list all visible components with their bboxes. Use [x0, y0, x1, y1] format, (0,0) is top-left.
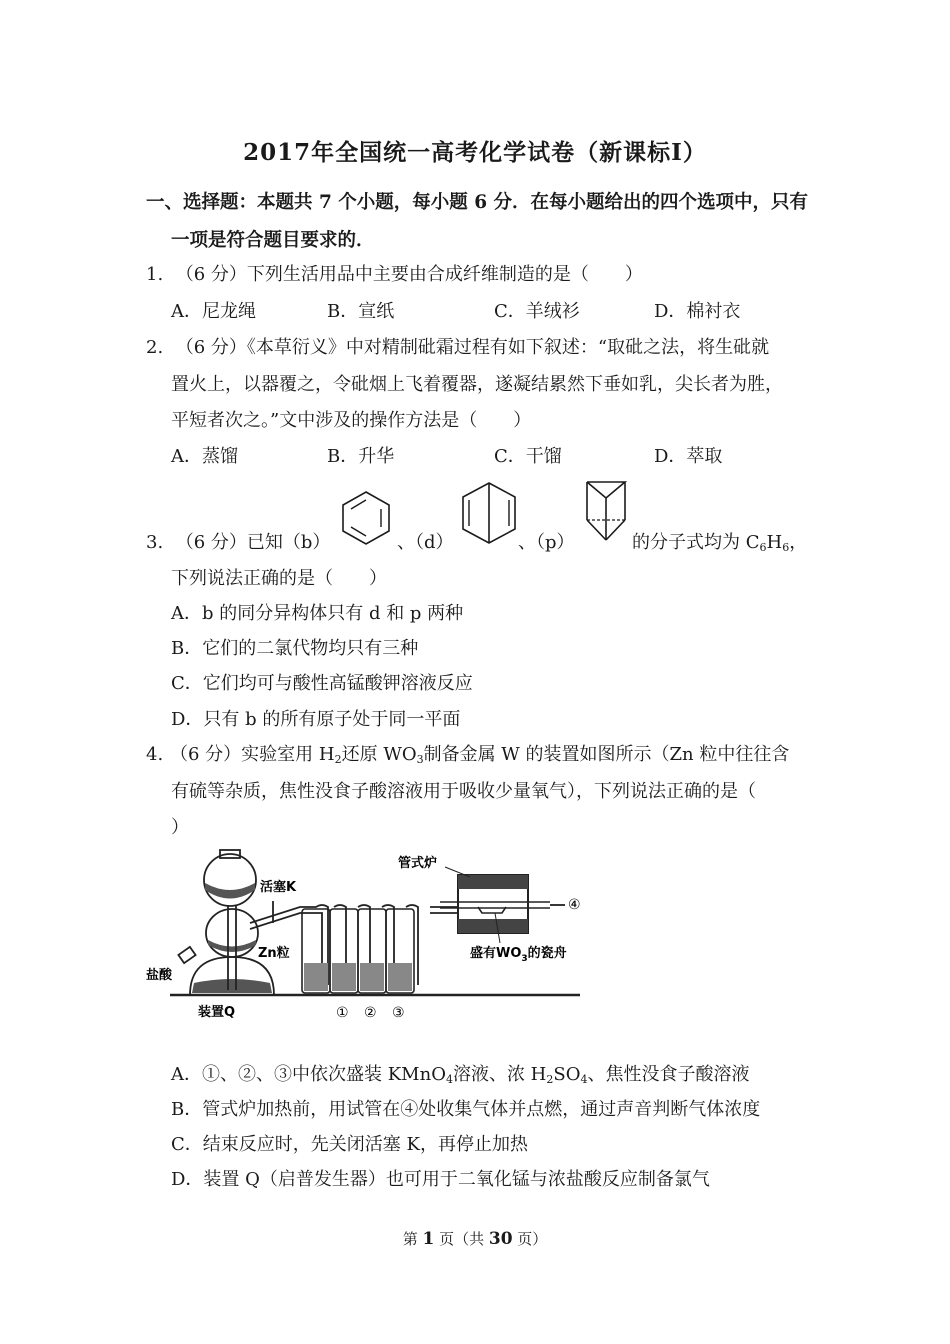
q1-option-c: C．羊绒衫	[494, 301, 580, 322]
label-hydrochloric-acid: 盐酸	[146, 968, 173, 983]
q3-option-b: B．它们的二氯代物均只有三种	[171, 638, 419, 659]
benzene-structure-b	[338, 487, 394, 549]
formula-sub: 6	[759, 541, 767, 554]
subscript: 4	[580, 1073, 588, 1086]
q3-option-a: A．b 的同分异构体只有 d 和 p 两种	[171, 603, 464, 624]
q2-text-line3: 平短者次之。”文中涉及的操作方法是（ ）	[171, 410, 532, 431]
boat-text: 的瓷舟	[527, 946, 567, 961]
q1-option-b: B．宣纸	[327, 301, 395, 322]
formula-text: 的分子式均为 C	[632, 532, 760, 553]
section-heading-line1: 一、选择题：本题共 7 个小题，每小题 6 分．在每小题给出的四个选项中，只有	[146, 192, 809, 213]
question-text: （6 分）下列生活用品中主要由合成纤维制造的是（ ）	[175, 264, 643, 285]
wash-bottles	[302, 909, 414, 993]
page-number: 1	[422, 1229, 435, 1249]
q3-separator-p: 、（p）	[518, 532, 575, 553]
subscript: 2	[334, 753, 342, 766]
question-number: 1.	[146, 264, 164, 285]
tube-furnace	[440, 867, 565, 943]
option-text: 溶液、浓 H	[452, 1064, 547, 1085]
formula-sub: 6	[782, 541, 790, 554]
section-heading-line2: 一项是符合题目要求的．	[171, 230, 375, 251]
q4-option-b: B．管式炉加热前，用试管在④处收集气体并点燃，通过声音判断气体浓度	[171, 1099, 761, 1120]
label-bottle-3: ③	[392, 1005, 405, 1021]
formula-h: H	[766, 532, 783, 553]
q2-text-line2: 置火上，以器覆之，令砒烟上飞着覆器，遂凝结累然下垂如乳，尖长者为胜，	[171, 374, 783, 395]
q1-option-d: D．棉衬衣	[654, 301, 741, 322]
option-text: A．①、②、③中依次盛装 KMnO	[171, 1064, 446, 1085]
question-number: 4.	[146, 744, 164, 765]
q4-text-line3: ）	[171, 817, 189, 838]
question-2	[146, 333, 769, 359]
apparatus-diagram	[140, 845, 600, 1025]
option-text: SO	[553, 1064, 581, 1085]
label-wo3-boat	[470, 945, 567, 964]
question-text: （6 分）实验室用 H	[170, 744, 335, 765]
label-outlet-4: ④	[568, 897, 581, 913]
q3-option-c: C．它们均可与酸性高锰酸钾溶液反应	[171, 673, 473, 694]
q3-text-line2: 下列说法正确的是（ ）	[171, 568, 387, 589]
q2-option-b: B．升华	[327, 446, 395, 467]
q2-option-c: C．干馏	[494, 446, 562, 467]
boat-sub: 3	[521, 954, 528, 964]
label-device-q: 装置Q	[198, 1005, 236, 1020]
q4-option-a	[171, 1060, 749, 1086]
q4-text-line2: 有硫等杂质，焦性没食子酸溶液用于吸收少量氧气），下列说法正确的是（	[171, 781, 756, 802]
subscript: 4	[445, 1073, 453, 1086]
formula-comma: ，	[789, 532, 808, 553]
boat-text: 盛有WO	[470, 946, 522, 961]
q3-formula	[632, 528, 807, 554]
prismane-structure-p	[582, 476, 630, 546]
question-3	[146, 528, 330, 554]
page-total: 30	[488, 1229, 513, 1249]
footer-text: 第	[402, 1230, 423, 1248]
question-1	[146, 260, 643, 286]
question-number: 3.	[146, 532, 164, 553]
question-text: 还原 WO	[341, 744, 417, 765]
label-zn-granules: Zn粒	[258, 946, 290, 961]
label-bottle-2: ②	[364, 1005, 377, 1021]
q3-separator-d: 、（d）	[397, 532, 454, 553]
question-number: 2.	[146, 337, 164, 358]
footer-text: 页（共	[434, 1230, 489, 1248]
question-text-lead: （6 分）已知（b）	[175, 532, 331, 553]
question-text: 制备金属 W 的装置如图所示（Zn 粒中往往含	[423, 744, 790, 765]
question-4	[146, 740, 789, 766]
q3-option-d: D．只有 b 的所有原子处于同一平面	[171, 709, 461, 730]
footer-text: 页）	[512, 1230, 548, 1248]
q4-option-c: C．结束反应时，先关闭活塞 K，再停止加热	[171, 1134, 528, 1155]
dewar-benzene-structure-d	[457, 479, 521, 547]
label-bottle-1: ①	[336, 1005, 349, 1021]
q1-option-a: A．尼龙绳	[171, 301, 256, 322]
subscript: 3	[416, 753, 424, 766]
q4-option-d: D．装置 Q（启普发生器）也可用于二氧化锰与浓盐酸反应制备氯气	[171, 1169, 710, 1190]
paper-title: 2017年全国统一高考化学试卷（新课标Ⅰ）	[243, 139, 707, 166]
subscript: 2	[546, 1073, 554, 1086]
label-stopcock-k: 活塞K	[260, 880, 297, 895]
kipp-generator	[178, 850, 274, 995]
q2-option-a: A．蒸馏	[171, 446, 238, 467]
option-text: 、焦性没食子酸溶液	[587, 1064, 750, 1085]
q2-option-d: D．萃取	[654, 446, 723, 467]
page-footer	[0, 1228, 950, 1249]
label-tube-furnace: 管式炉	[398, 856, 438, 871]
question-text-line1: （6 分）《本草衍义》中对精制砒霜过程有如下叙述：“取砒之法，将生砒就	[175, 337, 770, 358]
